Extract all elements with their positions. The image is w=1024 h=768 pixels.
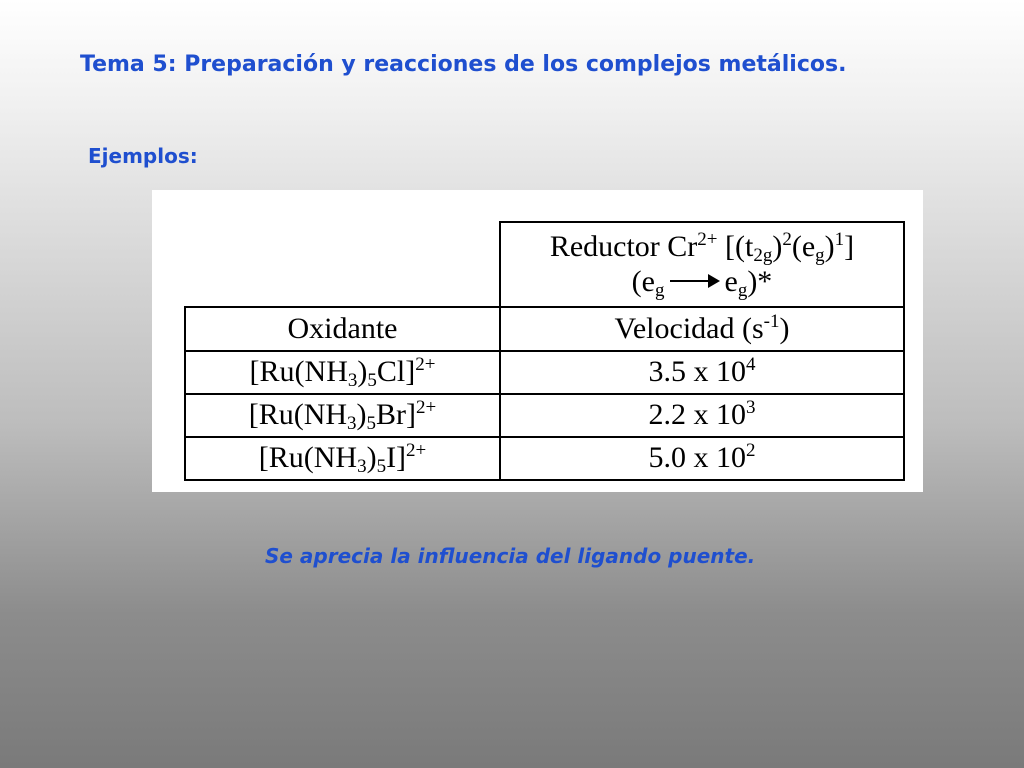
e-subscript: g xyxy=(815,245,825,266)
transition-from: (e xyxy=(631,264,655,298)
oxidant-formula-part: Br] xyxy=(376,398,417,432)
table-row-3-rate xyxy=(499,436,905,481)
oxidant-formula-part: ) xyxy=(356,398,367,432)
velocidad-header: Velocidad (s xyxy=(614,311,764,345)
config-e-open: (e xyxy=(791,230,816,263)
oxidant-formula-part: ) xyxy=(366,441,377,475)
velocidad-exponent: -1 xyxy=(763,310,780,332)
transition-to: e xyxy=(724,264,738,298)
complex-charge: 2+ xyxy=(415,354,436,376)
subscript-5: 5 xyxy=(367,370,377,392)
rates-table-card xyxy=(152,190,923,492)
table-row-1-rate xyxy=(499,350,905,395)
rate-exponent: 2 xyxy=(746,440,756,462)
slide-title: Tema 5: Preparación y reacciones de los complejos metálicos. xyxy=(80,52,847,77)
transition-line xyxy=(632,265,773,300)
transition-close: )* xyxy=(747,264,773,298)
subscript-5: 5 xyxy=(366,413,377,435)
rate-mantissa: 5.0 x 10 xyxy=(648,441,746,475)
oxidante-header: Oxidante xyxy=(287,311,398,345)
examples-heading: Ejemplos: xyxy=(88,144,198,168)
rate-exponent: 4 xyxy=(746,354,756,376)
velocidad-close: ) xyxy=(779,311,790,345)
velocidad-header-cell xyxy=(499,306,905,352)
subscript-3: 3 xyxy=(357,456,367,478)
reductor-config-line xyxy=(550,230,854,265)
oxidant-formula-part: Cl] xyxy=(376,355,416,389)
cr-charge: 2+ xyxy=(697,229,718,250)
table-row-3-oxidant xyxy=(184,436,501,481)
oxidant-formula-part: ) xyxy=(357,355,368,389)
t-subscript: 2g xyxy=(753,245,773,266)
config-close: ] xyxy=(844,230,855,263)
reductor-label: Reductor Cr xyxy=(549,230,698,263)
complex-charge: 2+ xyxy=(406,440,427,462)
rate-mantissa: 2.2 x 10 xyxy=(648,398,746,432)
e-exponent: 1 xyxy=(834,229,845,250)
oxidant-formula-part: [Ru(NH xyxy=(258,441,358,475)
rate-mantissa: 3.5 x 10 xyxy=(648,355,746,389)
config-e-close: ) xyxy=(824,230,835,263)
config-open: [(t xyxy=(717,230,754,263)
transition-to-subscript: g xyxy=(737,279,748,301)
table-row-2-oxidant xyxy=(184,393,501,438)
oxidante-header-cell xyxy=(184,306,501,352)
subscript-3: 3 xyxy=(347,413,357,435)
config-t-close: ) xyxy=(772,230,783,263)
oxidant-formula-part: [Ru(NH xyxy=(248,398,348,432)
bridging-ligand-note: Se aprecia la influencia del ligando puente. xyxy=(265,544,756,568)
reductor-header-cell xyxy=(499,221,905,308)
table-row-2-rate xyxy=(499,393,905,438)
subscript-5: 5 xyxy=(376,456,387,478)
oxidant-formula-part: I] xyxy=(386,441,407,475)
right-arrow-icon xyxy=(670,280,716,282)
t-exponent: 2 xyxy=(782,229,792,250)
rate-exponent: 3 xyxy=(746,397,756,419)
oxidant-formula-part: [Ru(NH xyxy=(249,355,348,389)
transition-from-subscript: g xyxy=(654,279,665,301)
subscript-3: 3 xyxy=(347,370,358,392)
table-row-1-oxidant xyxy=(184,350,501,395)
complex-charge: 2+ xyxy=(416,397,437,419)
